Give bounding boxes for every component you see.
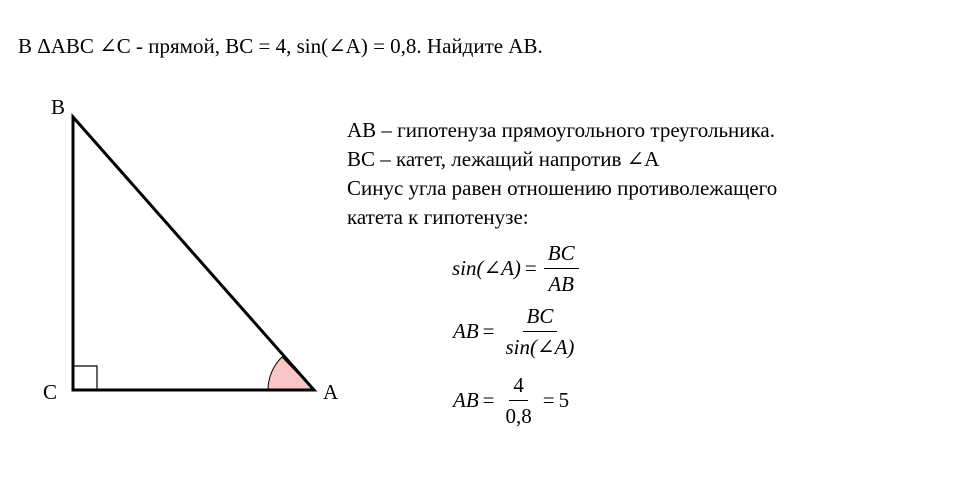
formula-1-numerator: BC [544, 240, 579, 269]
right-angle-marker [73, 366, 97, 390]
formula-2-equals: = [482, 319, 495, 343]
formula-ab-expression [453, 303, 581, 360]
vertex-label-a: A [323, 380, 339, 404]
formula-1-lhs: sin(∠A) [452, 256, 521, 280]
formula-3-equals: = [482, 388, 495, 412]
explanation-line-4: катета к гипотенузе: [347, 205, 529, 229]
problem-statement: В ΔABC ∠C - прямой, BC = 4, sin(∠A) = 0,8. Найдите AB. [18, 34, 543, 58]
explanation-line-3: Синус угла равен отношению противолежащего [347, 176, 778, 200]
formula-1-denominator: AB [548, 272, 575, 296]
formula-3-equals-2: = [542, 388, 555, 412]
vertex-label-c: C [43, 380, 58, 404]
formula-2-lhs: AB [453, 319, 479, 343]
explanation-line-1: AB – гипотенуза прямоугольного треугольника. [347, 118, 775, 142]
vertex-label-b: B [51, 95, 66, 119]
triangle-abc [73, 117, 314, 390]
formula-3-denominator: 0,8 [505, 404, 532, 428]
formula-3-result: 5 [558, 388, 570, 412]
formula-2-numerator: BC [523, 303, 558, 332]
explanation [347, 116, 777, 232]
formula-2-denominator: sin(∠A) [505, 335, 575, 359]
formula-2-fraction [502, 303, 579, 360]
formula-3-lhs: AB [453, 388, 479, 412]
right-triangle-diagram [0, 0, 340, 440]
explanation-line-2: BC – катет, лежащий напротив ∠A [347, 147, 660, 171]
formula-1-equals: = [524, 256, 537, 280]
formula-3-numerator: 4 [509, 372, 528, 401]
formula-1-fraction [544, 240, 579, 297]
formula-ab-result [453, 372, 569, 429]
formula-sine-definition [452, 240, 582, 297]
formula-3-fraction [502, 372, 536, 429]
